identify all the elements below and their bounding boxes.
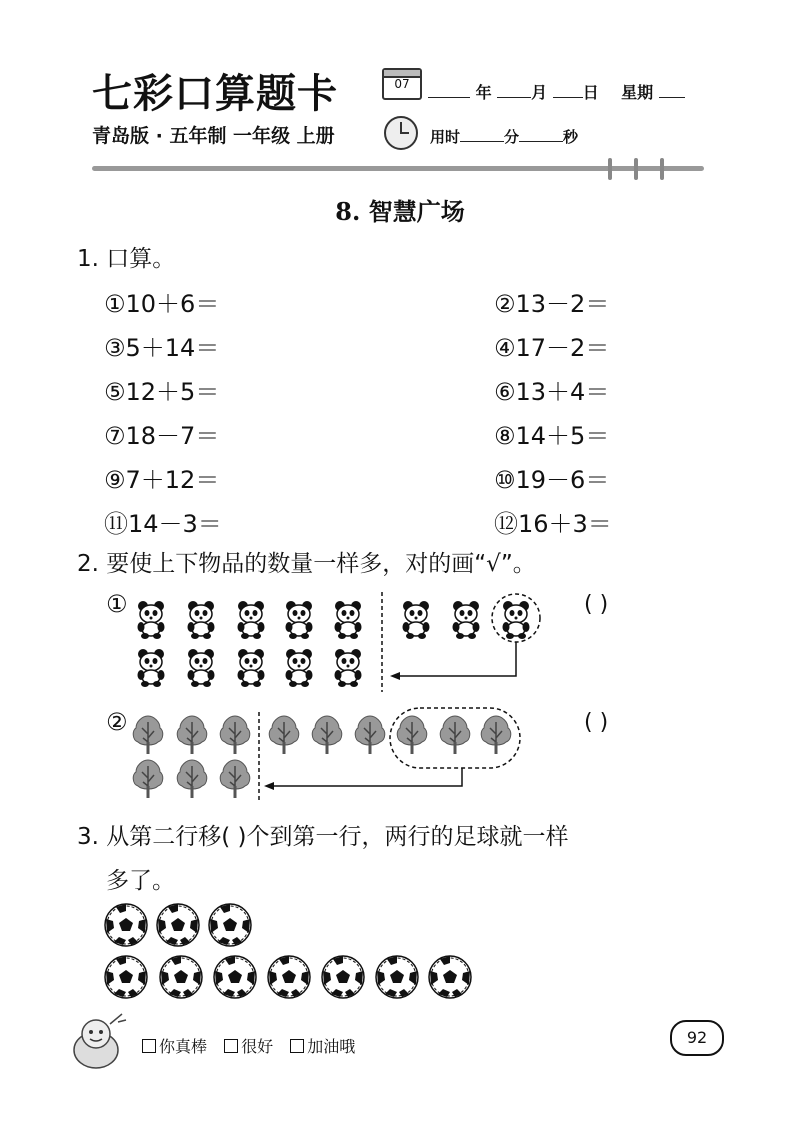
q1-prompt: 1. 口算。 bbox=[77, 246, 176, 272]
calc-expression: 14＋5＝ bbox=[515, 422, 610, 450]
calc-expression: 16＋3＝ bbox=[518, 510, 612, 538]
tree-icon bbox=[220, 760, 250, 798]
calc-expression: 7＋12＝ bbox=[125, 466, 220, 494]
time-min-label: 分 bbox=[504, 128, 520, 146]
panda-icon bbox=[138, 649, 165, 687]
date-month-label: 月 bbox=[531, 83, 548, 102]
calc-item bbox=[494, 460, 609, 495]
calc-number: ② bbox=[494, 290, 516, 318]
panda-icon bbox=[286, 649, 313, 687]
calc-expression: 5＋14＝ bbox=[125, 334, 220, 362]
tree-icon bbox=[177, 760, 207, 798]
calc-expression: 19－6＝ bbox=[515, 466, 610, 494]
calendar-day: 07 bbox=[394, 77, 410, 91]
calc-item bbox=[494, 284, 609, 319]
tree-icon bbox=[440, 716, 470, 754]
soccer-ball-icon bbox=[160, 956, 202, 998]
panda-row-top bbox=[138, 601, 530, 639]
clock-icon bbox=[384, 116, 418, 150]
soccer-ball-icon bbox=[157, 904, 199, 946]
calc-number: ④ bbox=[494, 334, 516, 362]
ball-row-bottom bbox=[105, 956, 471, 998]
ball-row-top bbox=[105, 904, 251, 946]
divider-pin bbox=[634, 158, 638, 180]
calc-item bbox=[104, 372, 219, 407]
q2-prompt: 2. 要使上下物品的数量一样多，对的画“√”。 bbox=[77, 551, 536, 577]
arrow-head bbox=[390, 672, 400, 680]
tree-icon bbox=[481, 716, 511, 754]
rating-good[interactable] bbox=[224, 1037, 273, 1056]
tree-row-bottom bbox=[133, 760, 250, 798]
calc-number: ⑨ bbox=[104, 466, 126, 494]
soccer-ball-icon bbox=[209, 904, 251, 946]
soccer-ball-icon bbox=[268, 956, 310, 998]
tree-icon bbox=[312, 716, 342, 754]
calc-item bbox=[494, 372, 609, 407]
calc-expression: 14－3＝ bbox=[128, 510, 222, 538]
calc-number: ⑤ bbox=[104, 378, 126, 406]
q2-answer1-paren: ( ) bbox=[584, 592, 609, 617]
panda-icon bbox=[188, 649, 215, 687]
rating-keep-going[interactable] bbox=[290, 1037, 355, 1056]
calc-item bbox=[104, 284, 219, 319]
edition-label: 青岛版 · 五年制 一年级 上册 bbox=[92, 125, 335, 147]
calc-item bbox=[494, 328, 609, 363]
q2-answer2-paren: ( ) bbox=[584, 710, 609, 735]
tree-icon bbox=[355, 716, 385, 754]
arrow-head bbox=[264, 782, 274, 790]
calc-item bbox=[104, 460, 219, 495]
rating-options bbox=[142, 1034, 367, 1057]
q2-sub1-label: ① bbox=[106, 590, 128, 618]
header-divider bbox=[92, 166, 704, 171]
brand-title: 七彩口算题卡 bbox=[92, 70, 338, 117]
calc-item bbox=[494, 504, 612, 539]
divider-pin bbox=[608, 158, 612, 180]
rating-great-label: 你真棒 bbox=[159, 1037, 208, 1056]
calc-item bbox=[494, 416, 609, 451]
tree-icon bbox=[397, 716, 427, 754]
checkbox-icon[interactable] bbox=[290, 1039, 304, 1053]
panda-icon bbox=[238, 601, 265, 639]
soccer-ball-icon bbox=[376, 956, 418, 998]
calc-number: ③ bbox=[104, 334, 126, 362]
calc-expression: 17－2＝ bbox=[515, 334, 610, 362]
calc-expression: 10＋6＝ bbox=[125, 290, 220, 318]
soccer-ball-icon bbox=[105, 956, 147, 998]
panda-icon bbox=[138, 601, 165, 639]
panda-icon bbox=[188, 601, 215, 639]
tree-row-top bbox=[133, 716, 511, 754]
panda-icon bbox=[503, 601, 530, 639]
calc-number: ⑥ bbox=[494, 378, 516, 406]
rating-keep-going-label: 加油哦 bbox=[307, 1037, 356, 1056]
soccer-ball-icon bbox=[322, 956, 364, 998]
checkbox-icon[interactable] bbox=[224, 1039, 238, 1053]
date-year-label: 年 bbox=[475, 83, 492, 102]
calc-expression: 18－7＝ bbox=[125, 422, 220, 450]
date-day-label: 日 bbox=[582, 83, 599, 102]
move-arrow bbox=[270, 768, 462, 786]
calc-expression: 13＋4＝ bbox=[515, 378, 610, 406]
calendar-icon bbox=[382, 68, 422, 100]
q3-line1: 3. 从第二行移( )个到第一行，两行的足球就一样 bbox=[77, 824, 569, 850]
tree-icon bbox=[133, 716, 163, 754]
q2-illustration bbox=[0, 580, 800, 810]
calc-number: ⑦ bbox=[104, 422, 126, 450]
q3-line2: 多了。 bbox=[106, 868, 175, 894]
mascot-icon bbox=[66, 1010, 132, 1072]
calc-item bbox=[104, 328, 219, 363]
tree-icon bbox=[220, 716, 250, 754]
date-line bbox=[428, 80, 685, 103]
time-line bbox=[430, 126, 578, 147]
soccer-ball-icon bbox=[429, 956, 471, 998]
calc-expression: 12＋5＝ bbox=[125, 378, 220, 406]
panda-icon bbox=[335, 601, 362, 639]
calc-expression: 13－2＝ bbox=[515, 290, 610, 318]
panda-icon bbox=[238, 649, 265, 687]
q3-illustration bbox=[0, 895, 800, 1010]
divider-pin bbox=[660, 158, 664, 180]
move-arrow bbox=[394, 642, 516, 676]
tree-icon bbox=[177, 716, 207, 754]
panda-icon bbox=[286, 601, 313, 639]
calc-number: ⑪ bbox=[104, 510, 128, 538]
rating-good-label: 很好 bbox=[241, 1037, 274, 1056]
calc-number: ⑫ bbox=[494, 510, 518, 538]
rating-great[interactable] bbox=[142, 1037, 207, 1056]
calc-item bbox=[104, 504, 222, 539]
calc-number: ① bbox=[104, 290, 126, 318]
time-label: 用时 bbox=[430, 128, 461, 146]
panda-icon bbox=[453, 601, 480, 639]
panda-row-bottom bbox=[138, 649, 362, 687]
section-title: 8. 智慧广场 bbox=[335, 197, 465, 226]
date-week-label: 星期 bbox=[621, 83, 654, 102]
calc-item bbox=[104, 416, 219, 451]
tree-icon bbox=[269, 716, 299, 754]
soccer-ball-icon bbox=[105, 904, 147, 946]
calc-number: ⑩ bbox=[494, 466, 516, 494]
checkbox-icon[interactable] bbox=[142, 1039, 156, 1053]
tree-icon bbox=[133, 760, 163, 798]
q2-sub2-label: ② bbox=[106, 708, 128, 736]
soccer-ball-icon bbox=[214, 956, 256, 998]
page-number: 92 bbox=[670, 1020, 724, 1056]
panda-icon bbox=[335, 649, 362, 687]
calc-number: ⑧ bbox=[494, 422, 516, 450]
time-sec-label: 秒 bbox=[563, 128, 579, 146]
panda-icon bbox=[403, 601, 430, 639]
